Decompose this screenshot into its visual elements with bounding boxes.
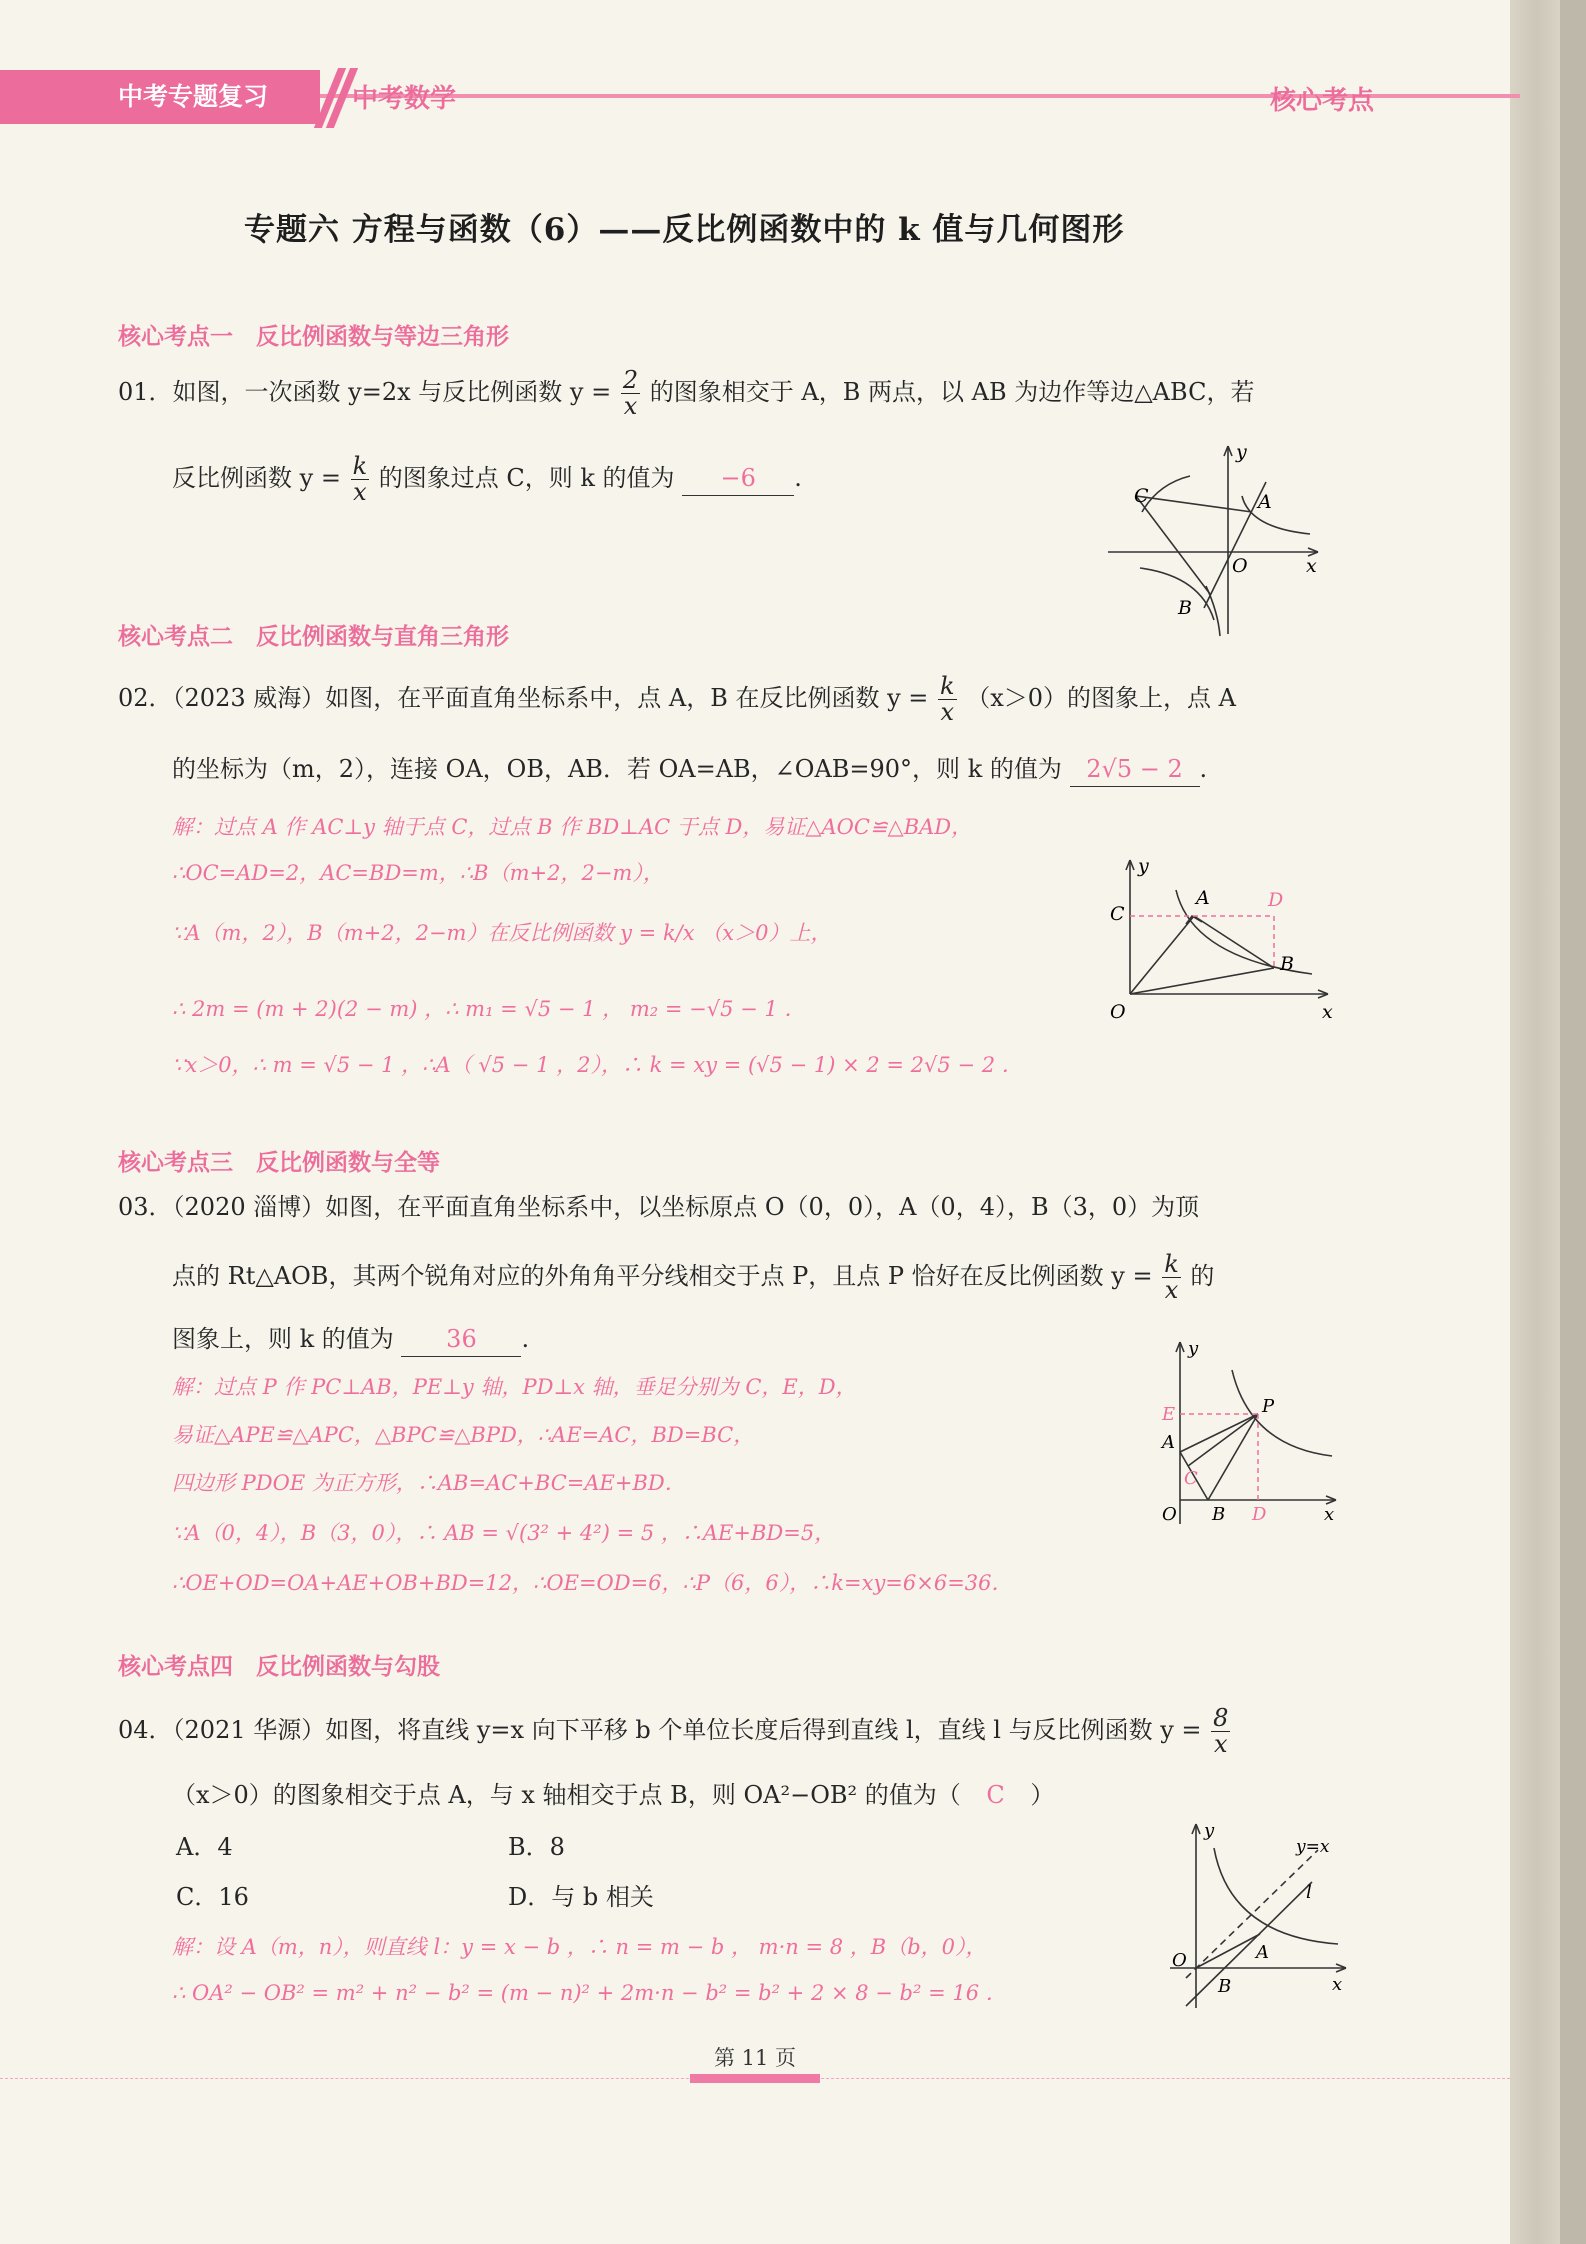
q1-figure bbox=[1100, 436, 1326, 640]
q1-text: 的图象相交于 A，B 两点，以 AB 为边作等边△ABC，若 bbox=[649, 378, 1255, 407]
q3-solution-line: ∵A（0，4），B（3，0），∴ AB = √(3² + 4²) = 5 ，∴AE+BD=5， bbox=[172, 1521, 836, 1545]
book-spine-strip bbox=[1560, 0, 1586, 2244]
question-1-line-1 bbox=[118, 368, 1254, 419]
q3-solution-line: 四边形 PDOE 为正方形，∴AB=AC+BC=AE+BD． bbox=[172, 1471, 686, 1495]
page-edge bbox=[1510, 0, 1586, 2244]
label-a: A bbox=[1162, 1432, 1175, 1453]
q1-text: 的图象过点 C，则 k 的值为 bbox=[378, 464, 675, 493]
question-1-line-2: 反比例函数 y = $\frac{k}{x}$ 的图象过点 C，则 k 的值为 −6 . bbox=[172, 452, 802, 507]
option-d: D．与 b 相关 bbox=[508, 1883, 654, 1911]
label-a: A bbox=[1258, 491, 1272, 513]
label-o: O bbox=[1232, 555, 1248, 577]
label-c: C bbox=[1134, 485, 1149, 507]
question-4-line-2 bbox=[172, 1778, 1054, 1812]
label-a: A bbox=[1256, 1942, 1269, 1963]
frac-den: x bbox=[1214, 1730, 1228, 1759]
label-d: D bbox=[1268, 889, 1284, 911]
section-heading: 核心考点二 反比例函数与直角三角形 bbox=[118, 624, 509, 650]
header-right-label: 核心考点 bbox=[1270, 86, 1375, 116]
label-a: A bbox=[1196, 887, 1210, 909]
label-x: x bbox=[1306, 555, 1317, 577]
label-c: C bbox=[1184, 1468, 1198, 1489]
answer-blank: 2√5 − 2 bbox=[1070, 752, 1200, 787]
fraction bbox=[351, 454, 370, 505]
section-heading: 核心考点四 反比例函数与勾股 bbox=[118, 1654, 440, 1680]
question-3-line-1: 03．（2020 淄博）如图，在平面直角坐标系中，以坐标原点 O（0，0），A（0，4），B（3，0）为顶 bbox=[118, 1193, 1200, 1221]
q2-text: 的坐标为（m，2），连接 OA，OB，AB．若 OA=AB，∠OAB=90°，则 k 的值为 bbox=[172, 755, 1062, 783]
fraction bbox=[1162, 1252, 1181, 1303]
frac-den: x bbox=[940, 698, 955, 727]
q2-solution-line: ∵x＞0，∴ m = √5 − 1 ，∴A（ √5 − 1 ，2），∴ k = xy = (√5 − 1) × 2 = 2√5 − 2 ． bbox=[172, 1053, 1023, 1077]
label-o: O bbox=[1172, 1950, 1187, 1971]
section-heading: 核心考点一 反比例函数与等边三角形 bbox=[118, 324, 509, 350]
frac-num: 8 bbox=[1213, 1704, 1229, 1732]
question-2-line-1 bbox=[118, 674, 1236, 725]
q3-solution-line: 解：过点 P 作 PC⊥AB，PE⊥y 轴，PD⊥x 轴，垂足分别为 C，E，D， bbox=[172, 1375, 857, 1399]
question-3-line-3: 图象上，则 k 的值为 36 . bbox=[172, 1322, 529, 1357]
label-d: D bbox=[1252, 1504, 1267, 1525]
question-2-line-2: 的坐标为（m，2），连接 OA，OB，AB．若 OA=AB，∠OAB=90°，则 k 的值为 2√5 − 2 . bbox=[172, 752, 1207, 787]
q1-text: 01．如图，一次函数 y=2x 与反比例函数 y = bbox=[118, 378, 612, 407]
section-heading: 核心考点三 反比例函数与全等 bbox=[118, 1150, 440, 1176]
q4-figure bbox=[1150, 1818, 1350, 2010]
frac-num: k bbox=[352, 452, 368, 480]
frac-den: x bbox=[353, 478, 367, 507]
q2-solution-line: ∴OC=AD=2，AC=BD=m，∴B（m+2，2−m）， bbox=[172, 861, 664, 885]
q4-text: （x＞0）的图象相交于点 A，与 x 轴相交于点 B，则 OA²−OB² 的值为（ bbox=[172, 1781, 961, 1809]
label-y: y bbox=[1236, 441, 1247, 463]
page-title: 专题六 方程与函数（6）——反比例函数中的 k 值与几何图形 bbox=[244, 212, 1125, 248]
answer-blank: −6 bbox=[682, 461, 794, 496]
q4-solution-line: 解：设 A（m，n），则直线 l：y = x − b ，∴ n = m − b ， m·n = 8 ，B（b，0）， bbox=[172, 1935, 987, 1959]
frac-num: 2 bbox=[622, 366, 639, 394]
q2-solution-line: ∵A（m，2），B（m+2，2−m）在反比例函数 y = k/x （x＞0）上， bbox=[172, 921, 832, 945]
label-l: l bbox=[1306, 1882, 1312, 1903]
label-y: y bbox=[1204, 1820, 1215, 1841]
label-b: B bbox=[1178, 597, 1192, 619]
label-b: B bbox=[1212, 1504, 1226, 1525]
q2-text: 02．（2023 威海）如图，在平面直角坐标系中，点 A，B 在反比例函数 y = bbox=[118, 684, 929, 713]
label-y: y bbox=[1138, 855, 1149, 877]
label-y: y bbox=[1188, 1338, 1199, 1359]
q3-text: 的 bbox=[1190, 1262, 1215, 1291]
header-subject: 中考数学 bbox=[352, 84, 457, 114]
q3-text: 图象上，则 k 的值为 bbox=[172, 1325, 394, 1353]
answer-choice: C bbox=[986, 1781, 1005, 1809]
q3-solution-line: ∴OE+OD=OA+AE+OB+BD=12，∴OE=OD=6，∴P（6，6），∴k=xy=6×6=36． bbox=[172, 1571, 1013, 1595]
label-x: x bbox=[1332, 1974, 1343, 1995]
q4-text: ） bbox=[1030, 1781, 1055, 1809]
label-e: E bbox=[1162, 1404, 1176, 1425]
question-3-line-2 bbox=[172, 1252, 1214, 1303]
header-tab: 中考专题复习 bbox=[0, 70, 320, 124]
q1-text: 反比例函数 y = bbox=[172, 464, 341, 493]
frac-num: k bbox=[940, 672, 955, 700]
q2-text: （x＞0）的图象上，点 A bbox=[966, 684, 1236, 713]
label-yx: y=x bbox=[1296, 1837, 1330, 1857]
frac-num: k bbox=[1164, 1250, 1179, 1278]
label-b: B bbox=[1280, 953, 1294, 975]
page-number: 第 11 页 bbox=[713, 2046, 797, 2070]
answer-blank: 36 bbox=[401, 1322, 521, 1357]
frac-den: x bbox=[623, 392, 638, 421]
label-c: C bbox=[1110, 903, 1125, 925]
label-p: P bbox=[1262, 1396, 1275, 1417]
q3-figure bbox=[1136, 1336, 1346, 1528]
question-4-line-1 bbox=[118, 1706, 1232, 1757]
label-x: x bbox=[1322, 1001, 1333, 1023]
q3-solution-line: 易证△APE≌△APC，△BPC≌△BPD，∴AE=AC，BD=BC， bbox=[172, 1423, 755, 1447]
q4-solution-line: ∴ OA² − OB² = m² + n² − b² = (m − n)² + 2m·n − b² = b² + 2 × 8 − b² = 16 ． bbox=[172, 1981, 1007, 2005]
option-c: C．16 bbox=[176, 1883, 249, 1911]
q2-solution-line: ∴ 2m = (m + 2)(2 − m) ，∴ m₁ = √5 − 1 ， m₂ = −√5 − 1 ． bbox=[172, 997, 806, 1021]
fraction bbox=[938, 674, 957, 725]
label-b: B bbox=[1218, 1976, 1232, 1997]
fraction bbox=[621, 368, 640, 419]
q2-figure bbox=[1100, 854, 1340, 1034]
q3-text: 点的 Rt△AOB，其两个锐角对应的外角角平分线相交于点 P，且点 P 恰好在反比例函数 y = bbox=[172, 1262, 1153, 1291]
label-x: x bbox=[1324, 1504, 1335, 1525]
label-o: O bbox=[1110, 1001, 1126, 1023]
footer-accent-bar bbox=[690, 2074, 820, 2083]
label-o: O bbox=[1162, 1504, 1177, 1525]
option-a: A．4 bbox=[176, 1833, 233, 1861]
fraction bbox=[1211, 1706, 1230, 1757]
option-b: B．8 bbox=[508, 1833, 565, 1861]
q4-text: 04．（2021 华源）如图，将直线 y=x 向下平移 b 个单位长度后得到直线 l，直线 l 与反比例函数 y = bbox=[118, 1716, 1202, 1745]
frac-den: x bbox=[1164, 1276, 1179, 1305]
q2-solution-line: 解：过点 A 作 AC⊥y 轴于点 C，过点 B 作 BD⊥AC 于点 D，易证△AOC≌△BAD， bbox=[172, 815, 973, 839]
